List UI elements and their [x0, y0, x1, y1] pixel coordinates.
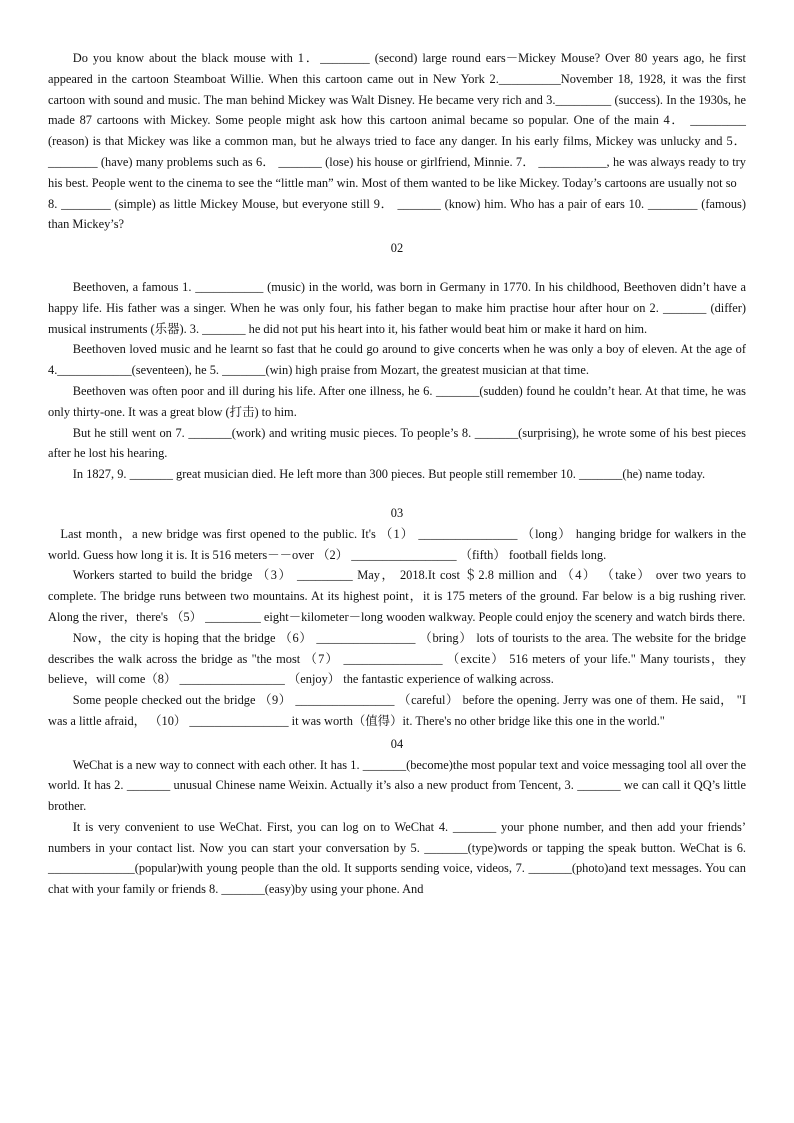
- passage-paragraph: Last month，a new bridge was first opened to the public. It's （1） ________________ （long） hanging bridge for walkers in the world. Guess how long it is. It is 516 meters－－over （2） _________________ （fifth） football fields long.: [48, 526, 746, 562]
- passage-paragraph: Workers started to build the bridge （3） _________ May， 2018.It cost ＄2.8 million and （4） （take） over two years to complete. The bridge runs between two mountains. At its highest point，it is 175 meters of the ground. Far below is a big rushing river. Along the river，there's （5） _________ eight－kilometer－long wooden walkway. People could enjoy the scenery and watch birds there.: [48, 568, 746, 624]
- passage-paragraph: Beethoven loved music and he learnt so fast that he could go around to give concerts when he was only a boy of eleven. At the age of 4.____________(seventeen), he 5. _______(win) high praise from Mozart, the greatest musician at that time.: [48, 342, 746, 378]
- passage-paragraph: Now，the city is hoping that the bridge （6） ________________ （bring） lots of tourists to the area. The website for the bridge describes the walk across the bridge as "the most （7） ________________ （excite） 516 meters of your life." Many tourists，they believe，will come（8） _________________ （enjoy） the fantastic experience of walking across.: [48, 630, 746, 687]
- passage-paragraph: Some people checked out the bridge （9） ________________ （careful） before the opening. Jerry was one of them. He said， "I was a little afraid， （10） ________________ it was worth（值得）it. There's no other bridge like this one in the world.": [48, 693, 746, 728]
- passage-beethoven: [48, 277, 746, 485]
- passage-bridge: [48, 524, 746, 732]
- section-heading-03: 03: [390, 505, 404, 520]
- document-page: [48, 48, 746, 900]
- section-heading-04: 04: [390, 736, 404, 751]
- passage-paragraph: In 1827, 9. _______ great musician died. He left more than 300 pieces. But people still remember 10. _______(he) name today.: [72, 467, 706, 482]
- passage-paragraph: It is very convenient to use WeChat. First, you can log on to WeChat 4. _______ your phone number, and then add your friends’ numbers in your contact list. Now you can start your conversation by 5. _______(type)words or tapping the speak button. WeChat is 6. ______________(popular)with young people than the old. It supports sending voice, videos, 7. _______(photo)and text messages. You can chat with your family or friends 8. _______(easy)by using your phone. And: [48, 819, 746, 897]
- passage-mickey-mouse: [48, 48, 746, 235]
- passage-paragraph: Beethoven was often poor and ill during his life. After one illness, he 6. _______(sudden) found he couldn’t hear. At that time, he was only thirty-one. It was a great blow (打击) to him.: [48, 383, 746, 419]
- passage-paragraph: WeChat is a new way to connect with each other. It has 1. _______(become)the most popular text and voice messaging tool all over the world. It has 2. _______ unusual Chinese name Weixin. Actually it’s also a new product from Tencent, 3. _______ we can call it QQ’s little brother.: [48, 757, 746, 814]
- passage-wechat: [48, 755, 746, 901]
- passage-paragraph: 8. ________ (simple) as little Mickey Mouse, but everyone still 9． _______ (know) him. Who has a pair of ears 10. ________ (famous) than Mickey’s?: [48, 196, 746, 232]
- passage-paragraph: Beethoven, a famous 1. ___________ (music) in the world, was born in Germany in 1770. In his childhood, Beethoven didn’t have a happy life. His father was a singer. When he was only four, his father began to make him practise hour after hour on 2. _______ (differ) musical instruments (乐器). 3. _______ he did not put his heart into it, his father would beat him or make it hard on him.: [48, 279, 746, 336]
- passage-paragraph: Do you know about the black mouse with 1．________ (second) large round ears－Mickey Mouse? Over 80 years ago, he first appeared in the cartoon Steamboat Willie. When this cartoon came out in New York 2.__________November 18, 1928, it was the first cartoon with sound and music. The man behind Mickey was Walt Disney. He became very rich and 3._________ (success). In the 1930s, he made 87 cartoons with Mickey. Some people might ask how this cartoon animal became so popular. One of the main 4． _________ (reason) is that Mickey was like a common man, but he always tried to face any danger. In his early films, Mickey was unlucky and 5． ________ (have) many problems such as 6． _______ (lose) his house or girlfriend, Minnie. 7． ___________, he was always ready to try his best. People went to the cinema to see the “little man” win. Most of them wanted to be like Mickey. Today’s cartoons are usually not so: [48, 51, 746, 190]
- section-heading-02: 02: [390, 241, 404, 256]
- passage-paragraph: But he still went on 7. _______(work) and writing music pieces. To people’s 8. _______(surprising), he wrote some of his best pieces after he lost his hearing.: [48, 425, 746, 461]
